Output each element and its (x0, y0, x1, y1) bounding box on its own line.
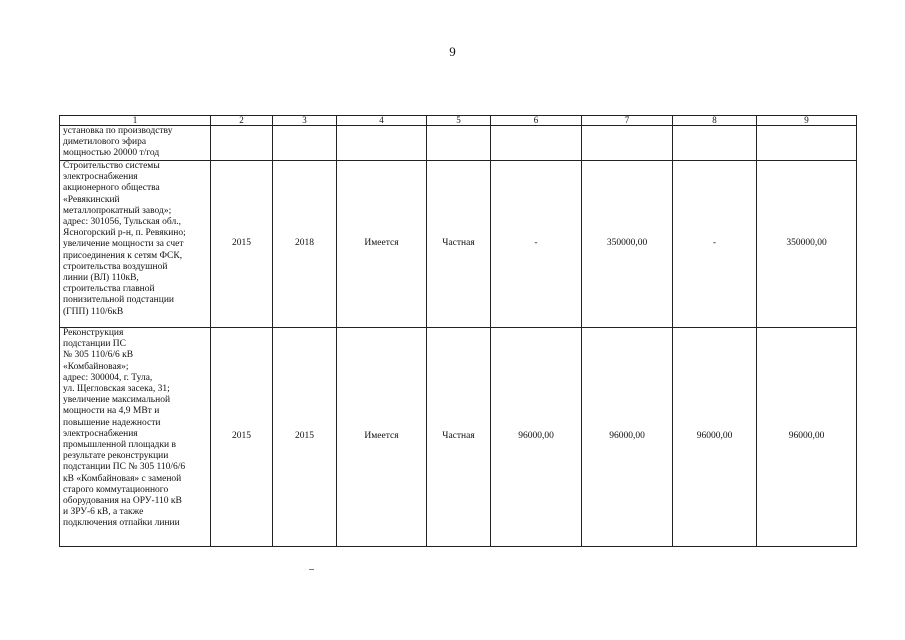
end-year-cell (273, 126, 337, 161)
start-year-cell: 2015 (211, 161, 273, 328)
availability-cell: Имеется (337, 161, 427, 328)
column-number: 3 (273, 116, 337, 126)
column-number-row (60, 116, 857, 126)
value-cell-8 (673, 126, 757, 161)
end-year-cell: 2015 (273, 328, 337, 547)
value-cell-9: 350000,00 (757, 161, 857, 328)
table-row (60, 328, 857, 547)
value-cell-9: 96000,00 (757, 328, 857, 547)
column-number: 8 (673, 116, 757, 126)
value-cell-8: 96000,00 (673, 328, 757, 547)
ownership-cell: Частная (427, 328, 491, 547)
value-cell-7: 350000,00 (582, 161, 673, 328)
value-cell-6: - (491, 161, 582, 328)
column-number: 5 (427, 116, 491, 126)
investment-projects-table (59, 115, 857, 547)
value-cell-8: - (673, 161, 757, 328)
value-cell-6 (491, 126, 582, 161)
table-row (60, 161, 857, 328)
start-year-cell: 2015 (211, 328, 273, 547)
value-cell-9 (757, 126, 857, 161)
ownership-cell (427, 126, 491, 161)
ownership-cell: Частная (427, 161, 491, 328)
project-description-cell (60, 126, 211, 161)
project-description-cell (60, 328, 211, 547)
project-description: Строительство системы электроснабжения акционерного общества «Ревякинский металлопрокатный завод»; адрес: 301056, Тульская обл., Ясногорский р-н, п. Ревякино; увеличение мощности за счет присоединения к сетям ФСК, строительства воздушной линии (ВЛ) 110кВ, строительства главной понизительной подстанции (ГПП) 110/6кВ (63, 161, 186, 317)
column-number: 9 (757, 116, 857, 126)
column-number: 6 (491, 116, 582, 126)
project-description-cell (60, 161, 211, 328)
availability-cell: Имеется (337, 328, 427, 547)
value-cell-7 (582, 126, 673, 161)
column-number: 2 (211, 116, 273, 126)
availability-cell (337, 126, 427, 161)
value-cell-7: 96000,00 (582, 328, 673, 547)
column-number: 4 (337, 116, 427, 126)
value-cell-6: 96000,00 (491, 328, 582, 547)
start-year-cell (211, 126, 273, 161)
project-description: установка по производству диметилового эфира мощностью 20000 т/год (63, 126, 173, 159)
page-number: 9 (449, 44, 456, 59)
end-year-cell: 2018 (273, 161, 337, 328)
project-description: Реконструкция подстанции ПС № 305 110/6/6 кВ «Комбайновая»; адрес: 300004, г. Тула, ул. Щегловская засека, 31; увеличение максимальной мощности на 4,9 МВт и повышение надежности электроснабжения промышленной площадки в результате реконструкции подстанции ПС № 305 110/6/6 кВ «Комбайновая» с заменой старого коммутационного оборудования на ОРУ-110 кВ и ЗРУ-6 кВ, а также подключения отпайки линии (63, 328, 186, 529)
scan-mark (309, 569, 314, 570)
column-number: 7 (582, 116, 673, 126)
table-row (60, 126, 857, 161)
column-number: 1 (60, 116, 211, 126)
